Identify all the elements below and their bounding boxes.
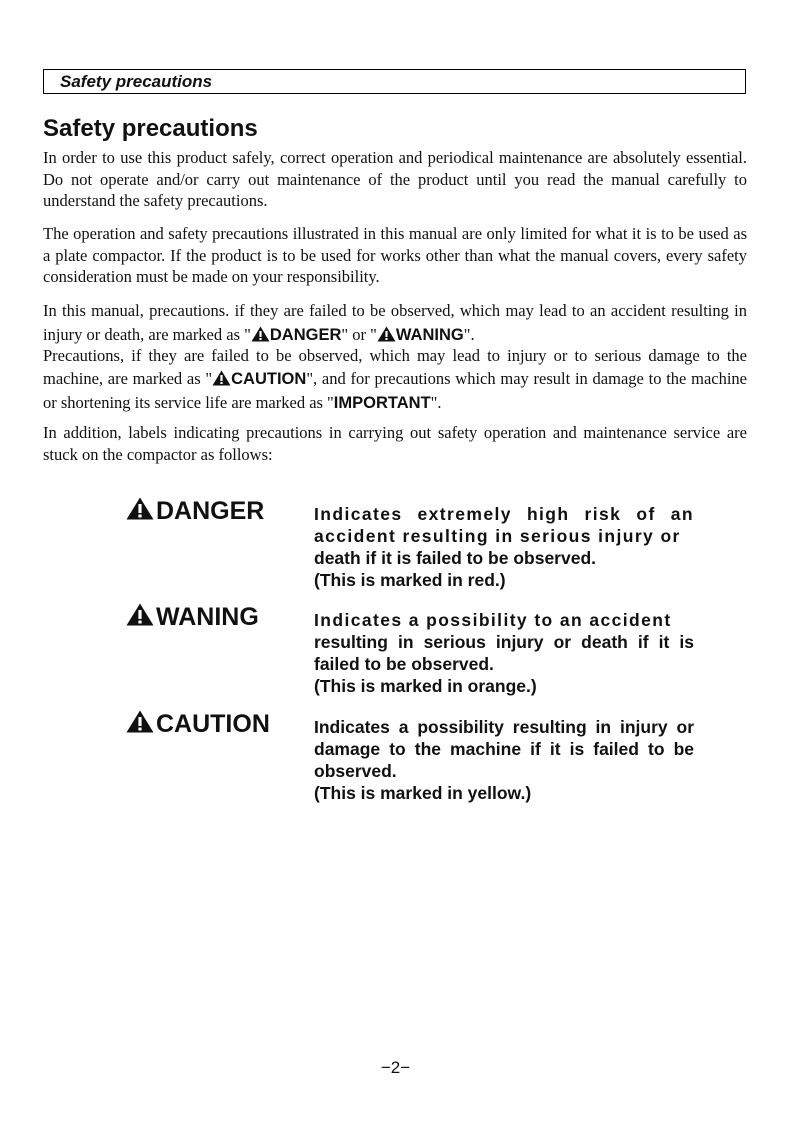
warning-triangle-icon xyxy=(251,326,270,342)
signal-danger-desc-rest: death if it is failed to be observed. xyxy=(314,548,596,568)
p3-text-b: " or " xyxy=(341,325,377,344)
signal-danger-note: (This is marked in red.) xyxy=(314,570,506,590)
signal-waning-desc-rest: resulting in serious injury or death if it is failed to be observed. xyxy=(314,632,694,674)
signal-danger-label xyxy=(126,496,264,526)
signal-caution-text: CAUTION xyxy=(156,710,270,738)
signal-danger-desc-first: Indicates extremely high risk of an accident resulting in serious injury or xyxy=(314,504,694,546)
warning-triangle-icon xyxy=(377,326,396,342)
warning-triangle-icon xyxy=(212,370,231,386)
signal-caution-description xyxy=(314,716,694,804)
warning-triangle-icon xyxy=(126,603,154,626)
scope-paragraph: The operation and safety precautions illustrated in this manual are only limited for what it is to be used as a plate compactor. If the product is to be used for works other than what the manual covers, every safety consideration must be made on your responsibility. xyxy=(43,224,747,286)
running-header-label: Safety precautions xyxy=(60,72,213,91)
keyword-important: IMPORTANT xyxy=(333,394,431,412)
p3-text-a: In this manual, precautions. if they are failed to be observed, which may lead to an accident resulting in injury or death, are marked as " xyxy=(43,301,747,344)
warning-triangle-icon xyxy=(126,497,154,520)
p4-text-b: ", and for precautions which may result in damage to the machine or shortening its service life are marked as " xyxy=(43,369,747,412)
danger-warning-paragraph xyxy=(43,299,747,347)
p3-text-c: ". xyxy=(463,325,475,344)
signal-waning-description xyxy=(314,609,694,697)
labels-paragraph: In addition, labels indicating precautions in carrying out safety operation and maintenance service are stuck on the compactor as follows: xyxy=(43,423,747,464)
signal-caution-label xyxy=(126,709,270,739)
signal-danger-description xyxy=(314,503,694,591)
signal-waning-note: (This is marked in orange.) xyxy=(314,676,537,696)
keyword-caution: CAUTION xyxy=(231,370,307,388)
signal-waning-label xyxy=(126,602,259,632)
running-header xyxy=(43,69,746,94)
signal-danger-text: DANGER xyxy=(156,497,265,525)
signal-waning-text: WANING xyxy=(156,603,259,631)
caution-important-paragraph xyxy=(43,344,747,415)
p4-text-a: Precautions, if they are failed to be observed, which may lead to injury or to serious damage to the machine, are marked as " xyxy=(43,346,747,388)
intro-paragraph: In order to use this product safely, correct operation and periodical maintenance are absolutely essential. Do not operate and/or carry out maintenance of the product until you read the manual carefully to understand the safety precautions. xyxy=(43,148,747,210)
signal-caution-note: (This is marked in yellow.) xyxy=(314,783,532,803)
p4-text-c: ". xyxy=(430,393,442,412)
page-number: −2− xyxy=(380,1058,411,1077)
keyword-waning: WANING xyxy=(395,326,464,344)
page-title: Safety precautions xyxy=(43,115,258,142)
keyword-danger: DANGER xyxy=(269,326,342,344)
warning-triangle-icon xyxy=(126,710,154,733)
signal-caution-desc-rest: Indicates a possibility resulting in injury or damage to the machine if it is failed to be observed. xyxy=(314,717,694,781)
signal-waning-desc-first: Indicates a possibility to an accident xyxy=(314,610,672,630)
